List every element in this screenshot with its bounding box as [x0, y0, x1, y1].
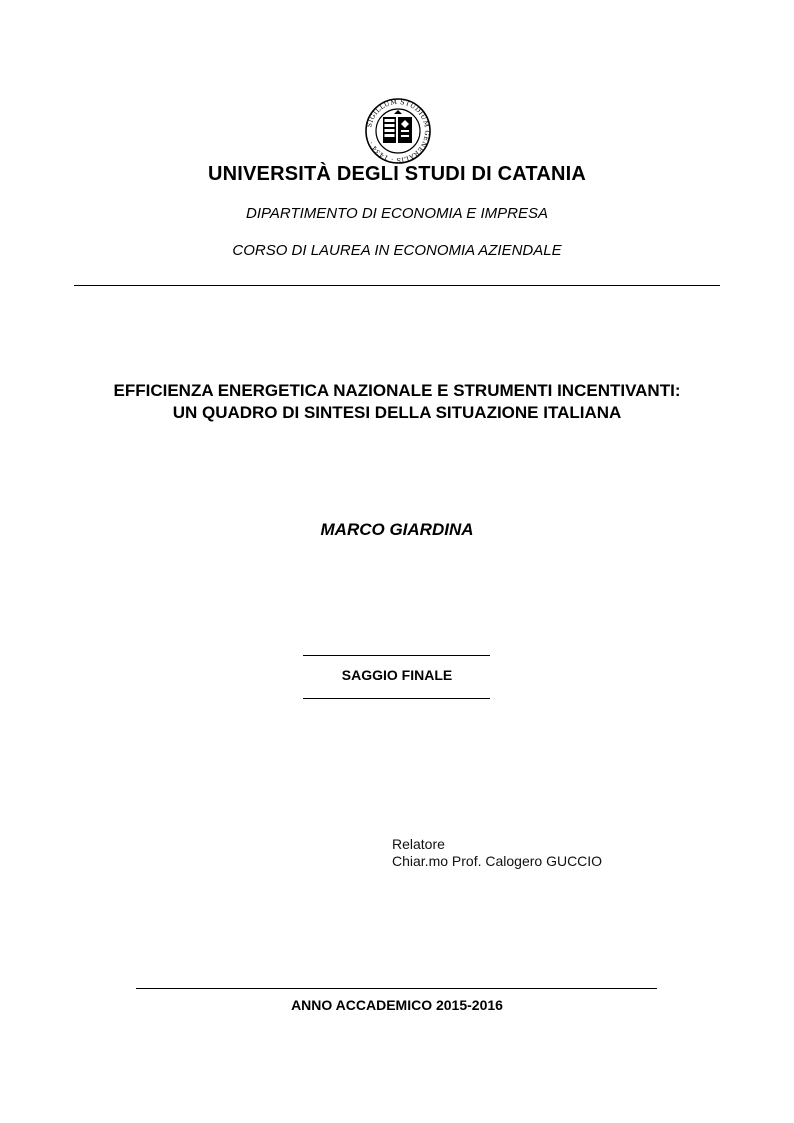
university-name: UNIVERSITÀ DEGLI STUDI DI CATANIA [207, 163, 587, 185]
svg-text:SIGILLUM STUDIUM GENERALIS · 1: SIGILLUM STUDIUM GENERALIS · 1434 · [365, 97, 432, 165]
supervisor-name: Chiar.mo Prof. Calogero GUCCIO [392, 853, 603, 869]
document-type-rule-bottom [303, 698, 490, 699]
supervisor-label: Relatore [392, 836, 445, 852]
thesis-title-line-1: EFFICIENZA ENERGETICA NAZIONALE E STRUMENTI INCENTIVANTI: [113, 381, 681, 400]
thesis-title-line-2: UN QUADRO DI SINTESI DELLA SITUAZIONE ITALIANA [172, 403, 622, 422]
degree-course: CORSO DI LAUREA IN ECONOMIA AZIENDALE [232, 242, 562, 259]
document-type: SAGGIO FINALE [341, 667, 453, 683]
department-name: DIPARTIMENTO DI ECONOMIA E IMPRESA [246, 205, 548, 222]
footer-divider [136, 988, 657, 989]
author-name: MARCO GIARDINA [320, 520, 474, 539]
academic-year: ANNO ACCADEMICO 2015-2016 [291, 997, 503, 1013]
document-type-rule-top [303, 655, 490, 656]
supervisor-block [392, 836, 602, 870]
header-divider [74, 285, 720, 286]
university-seal-logo [364, 97, 432, 165]
thesis-title [0, 380, 794, 424]
